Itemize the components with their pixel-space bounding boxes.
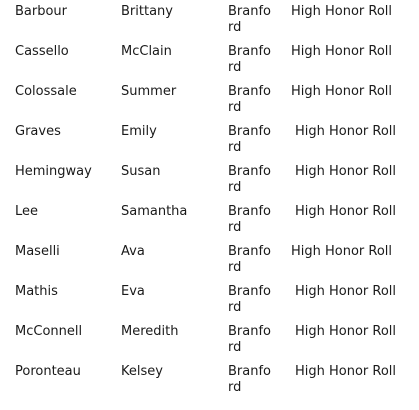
first-name-cell: Summer (121, 84, 177, 99)
town-cell: Branford (228, 204, 271, 235)
first-name-cell: Eva (121, 284, 145, 299)
first-name-cell: Susan (121, 164, 161, 179)
last-name-cell: Colossale (15, 84, 77, 99)
table-row (0, 0, 419, 40)
last-name-cell: Graves (15, 124, 61, 139)
table-row (0, 80, 419, 120)
last-name-cell: McConnell (15, 324, 83, 339)
town-cell: Branford (228, 364, 271, 395)
last-name-cell: Lee (15, 204, 39, 219)
honor-status-cell: High Honor Roll (295, 124, 397, 139)
last-name-cell: Cassello (15, 44, 69, 59)
town-cell: Branford (228, 164, 271, 195)
honor-status-cell: High Honor Roll (291, 84, 393, 99)
first-name-cell: McClain (121, 44, 172, 59)
table-row (0, 160, 419, 200)
table-row (0, 40, 419, 80)
honor-status-cell: High Honor Roll (291, 4, 393, 19)
town-cell: Branford (228, 4, 271, 35)
first-name-cell: Meredith (121, 324, 179, 339)
last-name-cell: Barbour (15, 4, 68, 19)
honor-status-cell: High Honor Roll (295, 284, 397, 299)
last-name-cell: Poronteau (15, 364, 81, 379)
table-row (0, 120, 419, 160)
first-name-cell: Samantha (121, 204, 188, 219)
first-name-cell: Kelsey (121, 364, 163, 379)
town-cell: Branford (228, 124, 271, 155)
first-name-cell: Ava (121, 244, 145, 259)
honor-status-cell: High Honor Roll (295, 164, 397, 179)
table-row (0, 360, 419, 400)
table-row (0, 200, 419, 240)
town-cell: Branford (228, 284, 271, 315)
table-row (0, 280, 419, 320)
town-cell: Branford (228, 84, 271, 115)
table-row (0, 240, 419, 280)
honor-status-cell: High Honor Roll (295, 204, 397, 219)
first-name-cell: Emily (121, 124, 157, 139)
table-row (0, 320, 419, 360)
first-name-cell: Brittany (121, 4, 173, 19)
last-name-cell: Hemingway (15, 164, 92, 179)
honor-status-cell: High Honor Roll (295, 364, 397, 379)
honor-status-cell: High Honor Roll (291, 44, 393, 59)
last-name-cell: Mathis (15, 284, 58, 299)
honor-status-cell: High Honor Roll (291, 244, 393, 259)
town-cell: Branford (228, 44, 271, 75)
last-name-cell: Maselli (15, 244, 60, 259)
town-cell: Branford (228, 244, 271, 275)
honor-status-cell: High Honor Roll (295, 324, 397, 339)
town-cell: Branford (228, 324, 271, 355)
